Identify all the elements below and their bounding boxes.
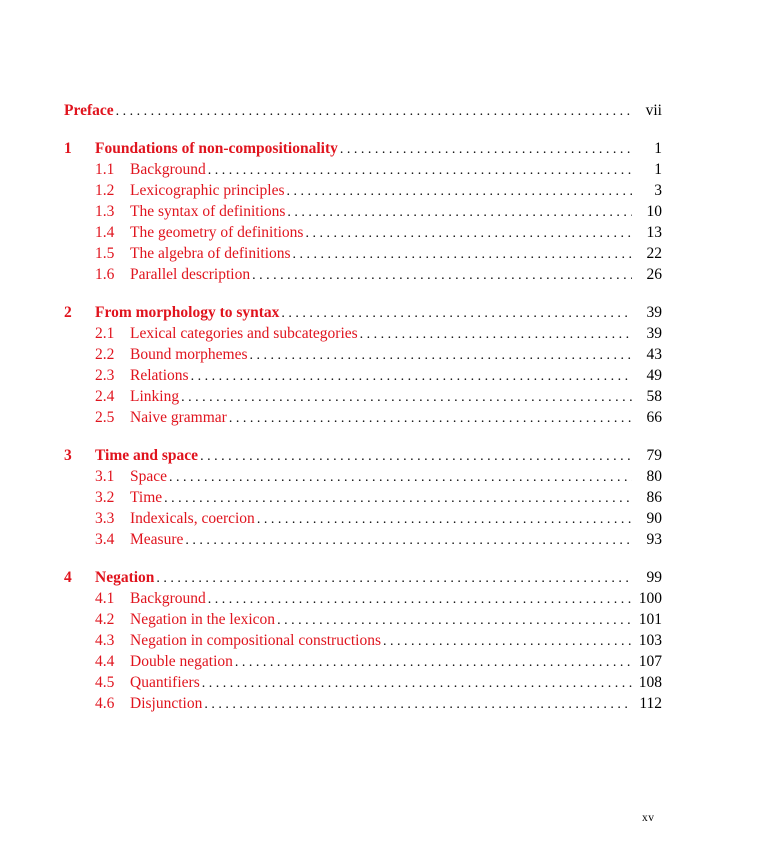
toc-entry-title[interactable]: Double negation (130, 653, 233, 670)
toc-page-number: 101 (638, 611, 662, 628)
toc-entry-title[interactable]: Negation (95, 569, 155, 586)
toc-gap (64, 121, 662, 138)
dot-leader (277, 610, 632, 631)
dot-leader (208, 160, 632, 181)
toc-page-number: 1 (654, 140, 662, 157)
toc-section-entry[interactable] (64, 529, 662, 550)
toc-page-number: 93 (646, 531, 662, 548)
toc-entry-number[interactable]: 4.5 (95, 674, 115, 691)
toc-page-number: 49 (646, 367, 662, 384)
toc-entry-number[interactable]: 3 (64, 447, 72, 464)
dot-leader (287, 202, 632, 223)
toc-section-entry[interactable] (64, 609, 662, 630)
toc-section-entry[interactable] (64, 159, 662, 180)
toc-entry-title[interactable]: Lexicographic principles (130, 182, 285, 199)
toc-entry-number[interactable]: 3.3 (95, 510, 115, 527)
toc-page-number: 90 (646, 510, 662, 527)
toc-entry-title[interactable]: Lexical categories and subcategories (130, 325, 358, 342)
toc-entry-number[interactable]: 1.3 (95, 203, 115, 220)
toc-page-number: 58 (646, 388, 662, 405)
toc-page-number: 108 (638, 674, 662, 691)
dot-leader (340, 139, 632, 160)
toc-entry-number[interactable]: 3.4 (95, 531, 115, 548)
toc-entry-title[interactable]: Quantifiers (130, 674, 200, 691)
toc-entry-number[interactable]: 1.5 (95, 245, 115, 262)
dot-leader (383, 631, 632, 652)
toc-section-entry[interactable] (64, 630, 662, 651)
toc-page-number: 80 (646, 468, 662, 485)
toc-chapter-entry[interactable] (64, 138, 662, 159)
toc-section-entry[interactable] (64, 243, 662, 264)
toc-page-number: 43 (646, 346, 662, 363)
toc-page-number: 3 (654, 182, 662, 199)
toc-entry-title[interactable]: Preface (64, 102, 114, 119)
toc-page-number: vii (645, 102, 662, 119)
dot-leader (116, 101, 632, 122)
toc-entry-number[interactable]: 1.2 (95, 182, 115, 199)
toc-section-entry[interactable] (64, 407, 662, 428)
toc-section-entry[interactable] (64, 365, 662, 386)
dot-leader (229, 408, 632, 429)
toc-entry-title[interactable]: Relations (130, 367, 189, 384)
page-folio: xv (642, 812, 655, 824)
dot-leader (156, 568, 632, 589)
toc-section-entry[interactable] (64, 344, 662, 365)
toc-entry-title[interactable]: Parallel description (130, 266, 251, 283)
toc-entry-number[interactable]: 3.1 (95, 468, 115, 485)
toc-page-number: 100 (638, 590, 662, 607)
toc-page-number: 39 (646, 304, 662, 321)
toc-entry-number[interactable]: 2.3 (95, 367, 115, 384)
toc-gap (64, 285, 662, 302)
table-of-contents (64, 100, 662, 714)
toc-page-number: 1 (654, 161, 662, 178)
dot-leader (181, 387, 632, 408)
toc-entry-title[interactable]: The geometry of definitions (130, 224, 304, 241)
toc-entry-number[interactable]: 1.4 (95, 224, 115, 241)
toc-section-entry[interactable] (64, 651, 662, 672)
toc-entry-title[interactable]: Time (130, 489, 163, 506)
toc-entry-title[interactable]: Time and space (95, 447, 199, 464)
dot-leader (257, 509, 632, 530)
toc-entry-number[interactable]: 2.5 (95, 409, 115, 426)
toc-page-number: 103 (638, 632, 662, 649)
dot-leader (202, 673, 632, 694)
toc-entry-number[interactable]: 2.2 (95, 346, 115, 363)
toc-entry-title[interactable]: From morphology to syntax (95, 304, 280, 321)
dot-leader (169, 467, 632, 488)
toc-page-number: 86 (646, 489, 662, 506)
toc-chapter-entry[interactable] (64, 445, 662, 466)
toc-entry-number[interactable]: 2.1 (95, 325, 115, 342)
dot-leader (185, 530, 632, 551)
toc-page-number: 10 (646, 203, 662, 220)
toc-entry-title[interactable]: Negation in the lexicon (130, 611, 276, 628)
toc-section-entry[interactable] (64, 466, 662, 487)
toc-section-entry[interactable] (64, 693, 662, 714)
toc-gap (64, 550, 662, 567)
toc-entry-number[interactable]: 4.4 (95, 653, 115, 670)
toc-page-number: 107 (638, 653, 662, 670)
toc-section-entry[interactable] (64, 487, 662, 508)
toc-section-entry[interactable] (64, 222, 662, 243)
toc-entry-number[interactable]: 1.6 (95, 266, 115, 283)
toc-chapter-entry[interactable] (64, 567, 662, 588)
toc-entry-title[interactable]: The syntax of definitions (130, 203, 286, 220)
toc-section-entry[interactable] (64, 588, 662, 609)
toc-entry-title[interactable]: Measure (130, 531, 184, 548)
toc-entry-number[interactable]: 1 (64, 140, 72, 157)
dot-leader (287, 181, 632, 202)
toc-entry-number[interactable]: 1.1 (95, 161, 115, 178)
toc-entry-title[interactable]: Bound morphemes (130, 346, 248, 363)
dot-leader (208, 589, 632, 610)
toc-entry-title[interactable]: Disjunction (130, 695, 203, 712)
toc-entry-number[interactable]: 2 (64, 304, 72, 321)
dot-leader (191, 366, 632, 387)
toc-entry-title[interactable]: Indexicals, coercion (130, 510, 255, 527)
toc-section-entry[interactable] (64, 386, 662, 407)
toc-entry-title[interactable]: The algebra of definitions (130, 245, 291, 262)
toc-entry-title[interactable]: Background (130, 590, 206, 607)
toc-page-number: 99 (646, 569, 662, 586)
toc-entry-title[interactable]: Linking (130, 388, 180, 405)
toc-chapter-entry[interactable] (64, 302, 662, 323)
toc-page-number: 66 (646, 409, 662, 426)
toc-section-entry[interactable] (64, 180, 662, 201)
toc-page-number: 112 (639, 695, 662, 712)
toc-section-entry[interactable] (64, 201, 662, 222)
dot-leader (293, 244, 632, 265)
toc-entry-title[interactable]: Negation in compositional constructions (130, 632, 381, 649)
toc-gap (64, 428, 662, 445)
dot-leader (204, 694, 632, 715)
toc-entry-title[interactable]: Background (130, 161, 206, 178)
toc-entry-title[interactable]: Foundations of non-compositionality (95, 140, 338, 157)
dot-leader (164, 488, 632, 509)
toc-section-entry[interactable] (64, 672, 662, 693)
toc-section-entry[interactable] (64, 323, 662, 344)
toc-section-entry[interactable] (64, 508, 662, 529)
toc-entry-preface[interactable] (64, 100, 662, 121)
toc-page-number: 13 (646, 224, 662, 241)
toc-entry-title[interactable]: Space (130, 468, 168, 485)
toc-page-number: 22 (646, 245, 662, 262)
dot-leader (360, 324, 632, 345)
toc-page-number: 26 (646, 266, 662, 283)
toc-section-entry[interactable] (64, 264, 662, 285)
toc-page-number: 39 (646, 325, 662, 342)
dot-leader (200, 446, 632, 467)
dot-leader (281, 303, 632, 324)
toc-entry-number[interactable]: 4.2 (95, 611, 115, 628)
toc-entry-number[interactable]: 3.2 (95, 489, 115, 506)
toc-page-number: 79 (646, 447, 662, 464)
toc-entry-number[interactable]: 4 (64, 569, 72, 586)
toc-entry-title[interactable]: Naive grammar (130, 409, 227, 426)
toc-chapter-list (64, 121, 662, 714)
toc-entry-number[interactable]: 2.4 (95, 388, 115, 405)
dot-leader (305, 223, 632, 244)
toc-entry-number[interactable]: 4.6 (95, 695, 115, 712)
dot-leader (250, 345, 632, 366)
dot-leader (252, 265, 632, 286)
toc-entry-number[interactable]: 4.3 (95, 632, 115, 649)
toc-entry-number[interactable]: 4.1 (95, 590, 115, 607)
dot-leader (235, 652, 632, 673)
